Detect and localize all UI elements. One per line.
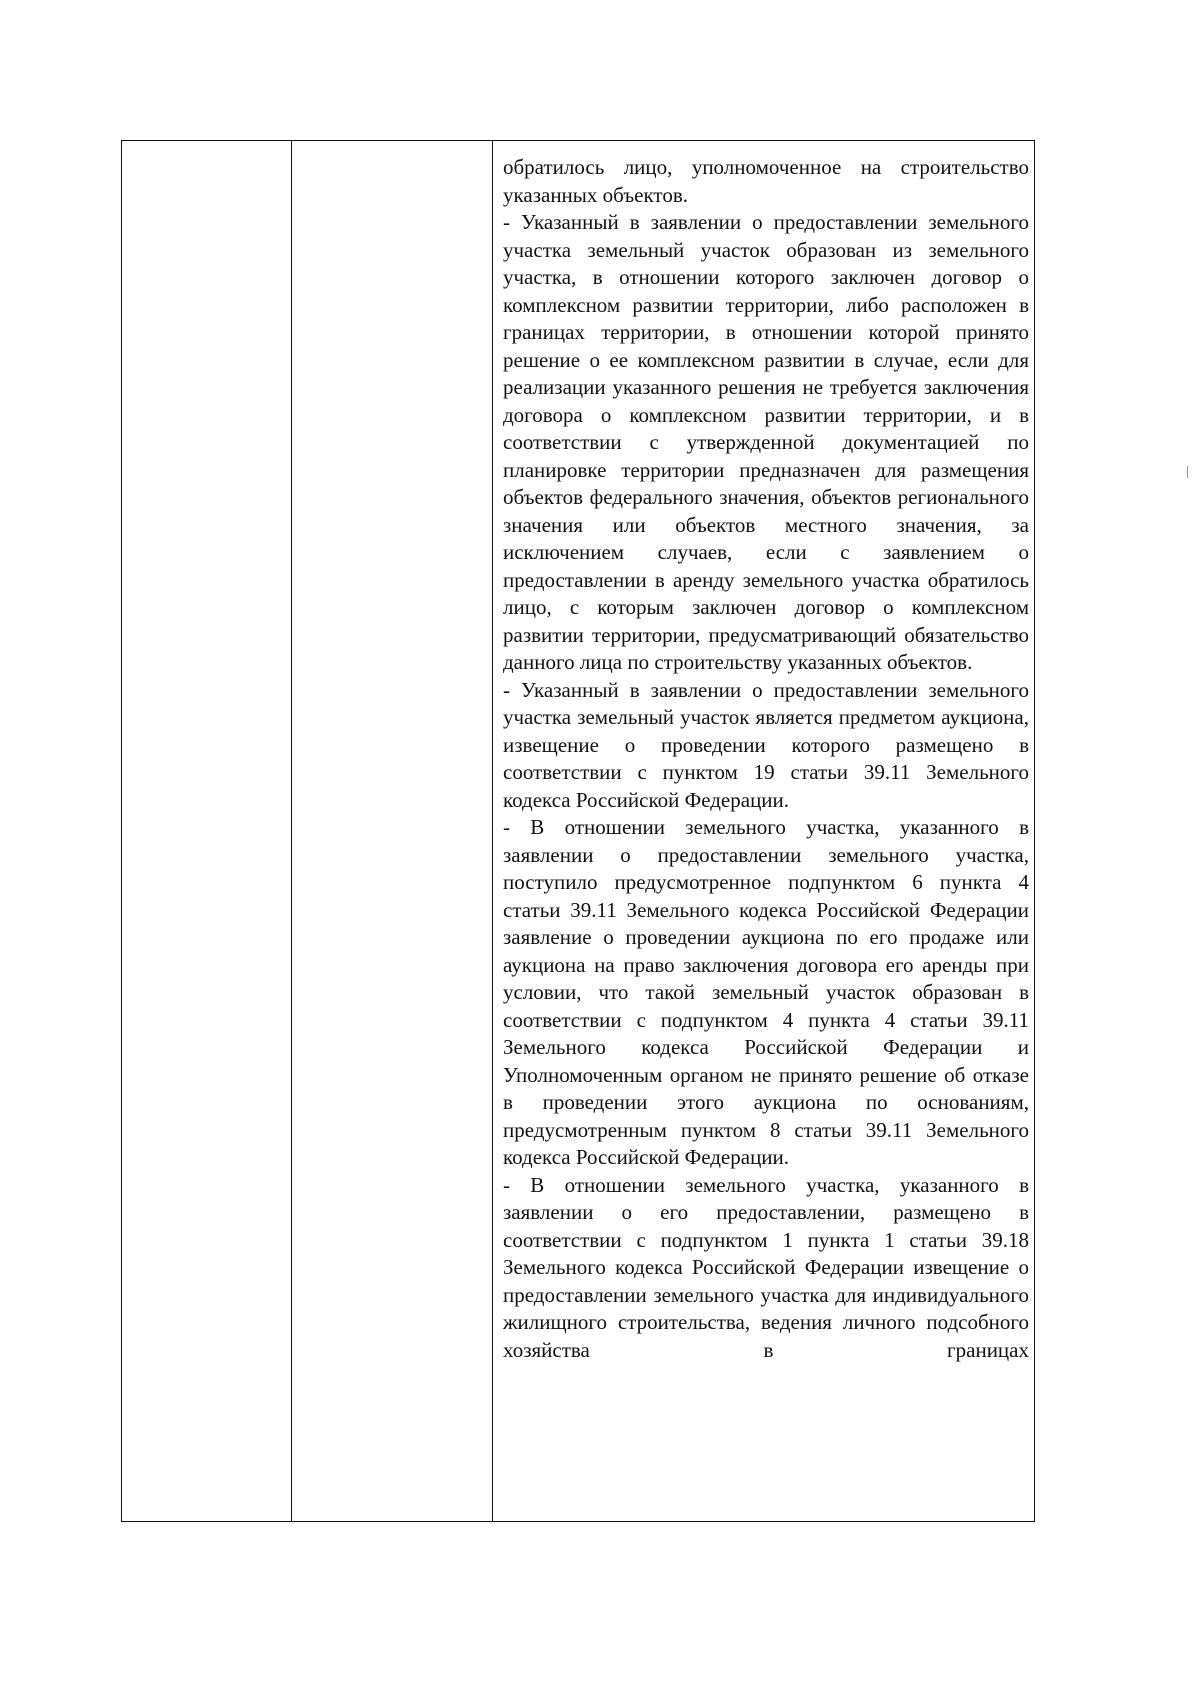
paragraph-1: - Указанный в заявлении о предоставлении земельного участка земельный участок образован из земельного участка, в отношении которого заключен договор о комплексном развитии территории, либо расположен в границах территории, в отношении которой принято решение о ее комплексном развитии в случае, если для реализации указанного решения не требуется заключения договора о комплексном развитии территории, и в соответствии с утвержденной документацией по планировке территории предназначен для размещения объектов федерального значения, объектов регионального значения или объектов местного значения, за исключением случаев, если с заявлением о предоставлении в аренду земельного участка обратилось лицо, с которым заключен договор о комплексном развитии территории, предусматривающий обязательство данного лица по строительству указанных объектов. [503, 210, 1029, 674]
paragraph-3: - В отношении земельного участка, указанного в заявлении о предоставлении земельного участка, поступило предусмотренное подпунктом 6 пункта 4 статьи 39.11 Земельного кодекса Российской Федерации заявление о проведении аукциона по его продаже или аукциона на право заключения договора его аренды при условии, что такой земельный участок образован в соответствии с подпунктом 4 пункта 4 статьи 39.11 Земельного кодекса Российской Федерации и Уполномоченным органом не принято решение об отказе в проведении этого аукциона по основаниям, предусмотренным пунктом 8 статьи 39.11 Земельного кодекса Российской Федерации. [503, 815, 1029, 1169]
cell-text-block [493, 141, 1034, 1364]
table-cell-empty-1 [122, 141, 292, 1522]
scan-mark [1187, 466, 1188, 478]
table-cell-text [493, 141, 1035, 1522]
continuation-paragraph: обратилось лицо, уполномоченное на строительство указанных объектов. [503, 155, 1029, 207]
paragraph-2: - Указанный в заявлении о предоставлении земельного участка земельный участок является предметом аукциона, извещение о проведении которого размещено в соответствии с пунктом 19 статьи 39.11 Земельного кодекса Российской Федерации. [503, 677, 1029, 812]
table-cell-empty-2 [292, 141, 493, 1522]
paragraph-4: - В отношении земельного участка, указанного в заявлении о его предоставлении, размещено в соответствии с подпунктом 1 пункта 1 статьи 39.18 Земельного кодекса Российской Федерации извещение о предоставлении земельного участка для индивидуального жилищного строительства, ведения личного подсобного хозяйства в границах [503, 1172, 1029, 1362]
document-table [121, 140, 1035, 1522]
table-row [122, 141, 1035, 1522]
